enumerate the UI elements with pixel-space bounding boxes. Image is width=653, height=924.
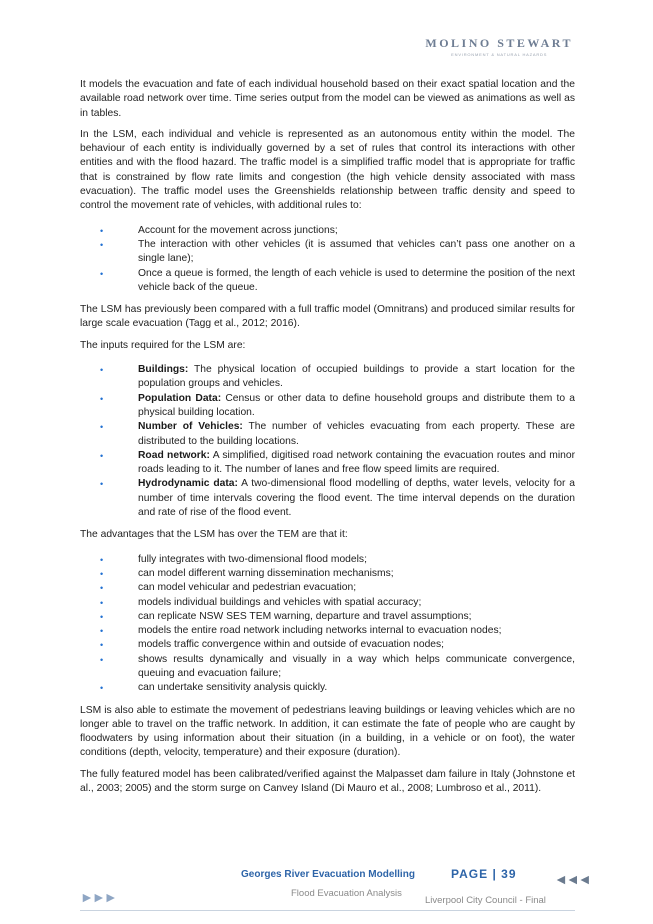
- list-item: • can model vehicular and pedestrian evacuation;: [80, 581, 575, 595]
- paragraph-advantages-intro: The advantages that the LSM has over the TEM are that it:: [80, 529, 348, 541]
- logo-tagline: ENVIRONMENT & NATURAL HAZARDS: [451, 52, 548, 57]
- bullet-icon: •: [100, 479, 104, 490]
- list-item: • Population Data: Census or other data to define household groups and distribute them to a physical building location.: [100, 392, 575, 418]
- next-arrows-icon: ►►►: [80, 889, 116, 905]
- list-item: • Number of Vehicles: The number of vehicles evacuating from each property. These are distributed to the building locations.: [100, 421, 576, 447]
- page-number: PAGE | 39: [451, 867, 517, 881]
- paragraph-pedestrians: LSM is also able to estimate the movement of pedestrians leaving buildings or leaving vehicles which are no longer able to travel on the traffic network. In addition, it can estimate the fate of people who are caught by floodwaters by using information about their situation (in a building, in a vehicle or on foot), the water conditions (depth, velocity, temperature) and their exposure (duration).: [80, 704, 575, 759]
- footer-document-title: Georges River Evacuation Modelling: [241, 869, 415, 880]
- bullet-icon: •: [100, 640, 104, 651]
- advantages-list: [80, 553, 575, 696]
- list-item: • can undertake sensitivity analysis quickly.: [80, 681, 575, 695]
- list-item: • The interaction with other vehicles (it is assumed that vehicles can’t pass one another on a single lane);: [100, 238, 575, 265]
- bullet-icon: •: [100, 611, 104, 622]
- logo-wordmark: MOLINO STEWART: [425, 36, 573, 50]
- list-item: • shows results dynamically and visually in a way which helps communicate convergence, queuing and evacuation failure;: [100, 653, 575, 679]
- list-item: • models traffic convergence within and outside of evacuation nodes;: [80, 638, 575, 652]
- bullet-icon: •: [100, 365, 104, 376]
- paragraph-lsm-entities: In the LSM, each individual and vehicle is represented as an autonomous entity within the model. The behaviour of each entity is individually governed by a set of rules that control its interactions with other entities and with the flood hazard. The traffic model is a simplified traffic model that is appropriate for traffic that is constrained by flow rate limits and congestion (the high vehicle density associated with mass evacuation). The traffic model uses the Greenshields relationship between traffic density and speed to control the movement rate of vehicles, with additional rules to:: [80, 128, 575, 212]
- list-item: • can model different warning dissemination mechanisms;: [80, 567, 575, 581]
- company-logo: [425, 36, 573, 57]
- bullet-icon: •: [100, 568, 104, 579]
- paragraph-inputs-intro: The inputs required for the LSM are:: [80, 339, 246, 351]
- list-item: • models the entire road network including networks internal to evacuation nodes;: [80, 624, 575, 638]
- bullet-icon: •: [100, 393, 104, 404]
- document-body: [80, 78, 575, 803]
- bullet-icon: •: [100, 554, 104, 565]
- list-item: • Account for the movement across junctions;: [80, 224, 575, 238]
- footer-subtitle: Flood Evacuation Analysis: [291, 888, 402, 899]
- bullet-icon: •: [100, 450, 104, 461]
- paragraph-model-description: It models the evacuation and fate of each individual household based on their exact spatial location and the available road network over time. Time series output from the model can be viewed as animations as well as in tables.: [80, 79, 575, 119]
- bullet-icon: •: [100, 654, 104, 665]
- paragraph-comparison: The LSM has previously been compared with a full traffic model (Omnitrans) and produced similar results for large scale evacuation (Tagg et al., 2012; 2016).: [80, 304, 575, 330]
- bullet-icon: •: [100, 422, 104, 433]
- paragraph-calibration: The fully featured model has been calibrated/verified against the Malpasset dam failure in Italy (Johnstone et al., 2003; 2005) and the storm surge on Canvey Island (Di Mauro et al., 2008; Lumbroso et al., 2011).: [80, 768, 575, 795]
- bullet-icon: •: [100, 225, 104, 236]
- footer-divider: [80, 910, 575, 911]
- inputs-list: [80, 363, 575, 520]
- list-item: • Once a queue is formed, the length of each vehicle is used to determine the position of the next vehicle back of the queue.: [100, 267, 575, 293]
- list-item: • can replicate NSW SES TEM warning, departure and travel assumptions;: [80, 610, 575, 624]
- list-item: • models individual buildings and vehicles with spatial accuracy;: [80, 596, 575, 610]
- list-item: • Buildings: The physical location of occupied buildings to provide a start location for the population groups and vehicles.: [100, 364, 575, 390]
- bullet-icon: •: [100, 268, 104, 279]
- list-item: • Hydrodynamic data: A two-dimensional flood modelling of depths, water levels, velocity for a number of time intervals covering the flood event. The time interval depends on the duration and rate of rise of the flood event.: [100, 478, 575, 519]
- bullet-icon: •: [100, 626, 104, 637]
- bullet-icon: •: [100, 683, 104, 694]
- bullet-icon: •: [100, 597, 104, 608]
- traffic-rules-list: [80, 224, 575, 295]
- list-item: • Road network: A simplified, digitised road network containing the evacuation routes and minor roads leading to it. The number of lanes and free flow speed limits are required.: [100, 449, 575, 476]
- bullet-icon: •: [100, 583, 104, 594]
- previous-arrows-icon: ◄◄◄: [554, 871, 590, 887]
- list-item: • fully integrates with two-dimensional flood models;: [80, 553, 575, 567]
- bullet-icon: •: [100, 239, 104, 250]
- footer-organisation: Liverpool City Council - Final: [425, 895, 546, 906]
